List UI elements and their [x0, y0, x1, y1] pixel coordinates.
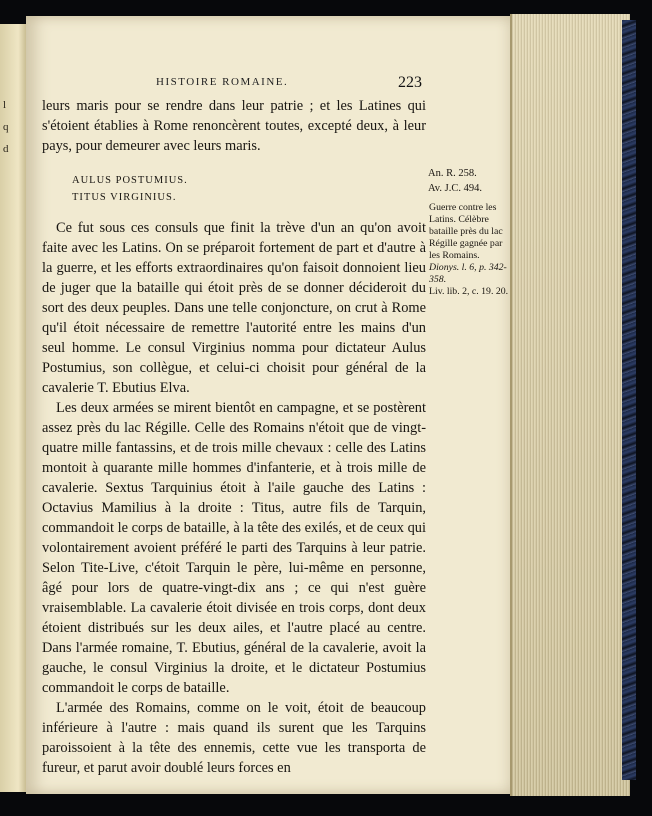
paragraph: Les deux armées se mirent bientôt en campagne, et se postèrent assez près du lac Régille. Celle des Romains n'étoit que de vingt-quatre mille fantassins, et de trois mille chevaux : celle des Latins montoit à quarante mille hommes d'infanterie, et à trois mille de cavalerie. Sextus Tarquinius étoit à l'aile gauche des Latins : Octavius Mamilius à la droite : Titus, autre fils de Tarquin, commandoit le corps de bataille, à la tête des exilés, et de ceux qui volontairement avoient préféré le parti des Tarquins à leur patrie. Selon Tite-Live, c'étoit Tarquin le père, lui-même en personne, âgé pour lors de quatre-vingt-dix ans ; ce qui n'est guère vraisemblable. La cavalerie étoit divisée en trois corps, dont deux étoient distribués sur les deux ailes, et l'autre placé au centre. Dans l'armée romaine, T. Ebutius, général de la cavalerie, avoit la gauche, le consul Virginius la droite, et le dictateur Postumius commandoit le corps de bataille.: [42, 400, 426, 696]
margin-ref-dionysius: Dionys. l. 6, p. 342-358.: [429, 262, 507, 285]
page-number: 223: [398, 74, 422, 91]
paragraph: L'armée des Romains, comme on le voit, étoit de beaucoup inférieure à l'autre : mais quand ils surent que les Tarquins paroissoient à la tête des ennemis, cette vue les transporta de fureur, et parut avoir doublé leurs forces en: [42, 700, 426, 776]
previous-page-letters: [3, 94, 13, 160]
previous-page-letter: d: [3, 143, 9, 155]
marbled-cover-edge: [622, 20, 636, 780]
margin-summary: Guerre contre les Latins. Célèbre bataille près du lac Régille gagnée par les Romains.: [429, 202, 503, 261]
book-page: [26, 16, 512, 794]
year-note: [428, 166, 482, 196]
body-text: [42, 96, 426, 778]
margin-ref-livy: Liv. lib. 2, c. 19. 20.: [429, 286, 509, 297]
page-block-edges: [510, 14, 630, 796]
margin-note: [429, 202, 509, 298]
year-note-bc: Av. J.C. 494.: [428, 183, 482, 194]
consul-name: TITUS VIRGINIUS.: [72, 192, 177, 203]
consul-name: AULUS POSTUMIUS.: [72, 175, 188, 186]
running-title: HISTOIRE ROMAINE.: [156, 76, 289, 88]
previous-page-letter: q: [3, 121, 9, 133]
paragraph: Ce fut sous ces consuls que finit la trève d'un an qu'on avoit faite avec les Latins. On se préparoit fortement de part et d'autre à la guerre, et les efforts extraordinaires qu'on faisoit donnoient lieu de juger que la bataille qui étoit près de se donner décideroit du sort des deux peuples. Dans une telle conjoncture, on crut à Rome qu'il étoit nécessaire de remettre l'autorité entre les mains d'un seul homme. Le consul Virginius nomma pour dictateur Aulus Postumius, son collègue, et celui-ci choisit pour général de la cavalerie T. Ebutius Elva.: [42, 220, 426, 396]
year-note-rome: An. R. 258.: [428, 168, 477, 179]
opening-paragraph: leurs maris pour se rendre dans leur patrie ; et les Latines qui s'étoient établies à Rome renoncèrent toutes, excepté deux, à leur pays, pour demeurer avec leurs maris.: [42, 98, 426, 154]
previous-page-edge: [0, 24, 26, 792]
consul-heading: [72, 172, 426, 206]
previous-page-letter: l: [3, 99, 7, 111]
